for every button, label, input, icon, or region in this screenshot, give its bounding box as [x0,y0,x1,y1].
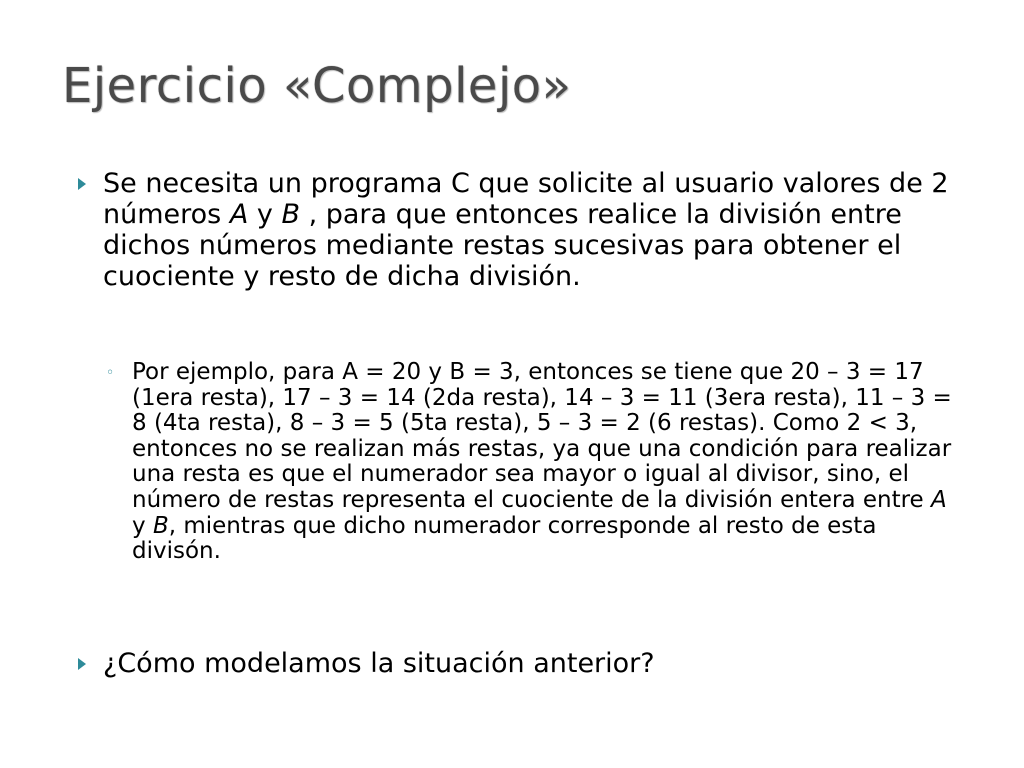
triangle-right-icon [78,178,86,190]
triangle-right-icon [78,658,86,670]
sub-bullet-text: Por ejemplo, para A = 20 y B = 3, entonces se tiene que 20 – 3 = 17 (1era resta), 17 – 3 = 14 (2da resta), 14 – 3 = 11 (3era resta), 11 – 3 = 8 (4ta resta), 8 – 3 = 5 (5ta resta), 5 – 3 = 2 (6 restas). Como 2 < 3, entonces no se realizan más restas, ya que una condición para realizar una resta es que el numerador sea mayor o igual al divisor, sino, el número de restas representa el cuociente de la división entera entre A y B, mientras que dicho numerador corresponde al resto de esta divisón. [132,359,952,565]
bullet-text-1: Se necesita un programa C que solicite al usuario valores de 2 números A y B , para que entonces realice la división entre dichos números mediante restas sucesivas para obtener el cuociente y resto de dicha división. [103,168,949,292]
bullet-item-1 [78,168,958,292]
circle-outline-icon: ◦ [106,365,115,381]
bullet-item-2 [78,648,958,679]
slide-title: Ejercicio «Complejo» [62,58,572,114]
sub-bullet-item [106,360,966,565]
bullet-text-2: ¿Cómo modelamos la situación anterior? [103,648,655,679]
